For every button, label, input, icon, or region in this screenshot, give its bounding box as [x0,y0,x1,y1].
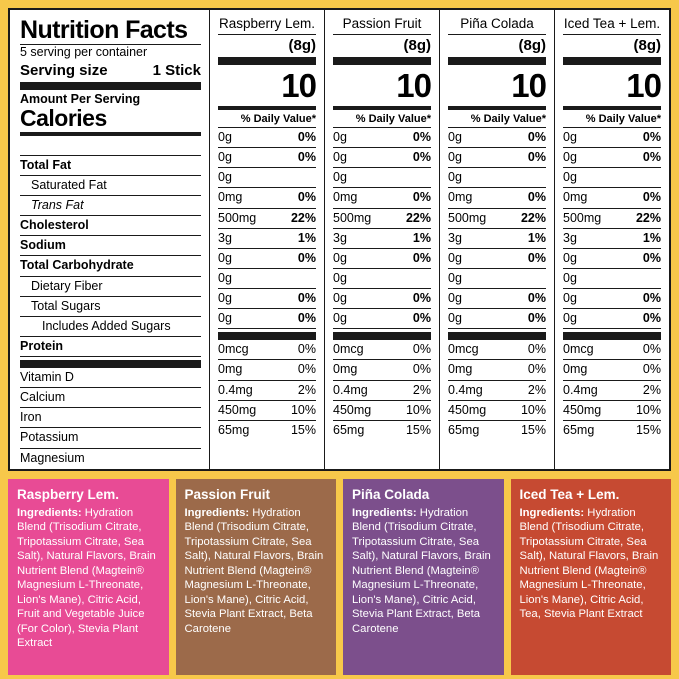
vitamin-name: Potassium [20,430,79,445]
vitamin-amount: 0mg [563,362,588,377]
nutrient-daily-value: 0% [412,291,431,305]
vitamin-row-values [333,381,431,400]
vitamin-daily-value: 10% [290,402,316,417]
vitamin-row-label [20,408,201,427]
nutrient-row-values [563,209,661,228]
nutrient-amount: 0g [218,270,232,285]
nutrient-amount: 0g [563,250,577,265]
vitamin-amount: 0.4mg [333,382,368,397]
nutrient-row-values [218,269,316,288]
nutrient-daily-value: 0% [642,291,661,305]
nutrient-amount: 0g [563,130,577,144]
nutrient-row-values [218,229,316,248]
nutrient-daily-value: 0% [527,311,546,326]
nutrient-row-values [448,229,546,248]
nutrient-row-values [563,229,661,248]
nutrient-daily-value: 0% [412,311,431,326]
nutrient-row-values [563,309,661,328]
daily-value-header: % Daily Value* [240,113,316,125]
vitamin-amount: 450mg [448,402,487,417]
flavor-serving-grams: (8g) [633,37,661,54]
vitamin-daily-value: 2% [297,382,316,397]
vitamin-amount: 0mg [448,362,473,377]
nutrient-amount: 0g [448,311,462,326]
nutrient-label-rows [20,156,201,357]
nutrient-row-values [563,148,661,167]
vitamin-amount: 450mg [218,402,257,417]
nutrient-name: Includes Added Sugars [42,318,171,333]
nutrient-amount: 0g [563,311,577,326]
nutrient-amount: 0mg [333,190,358,205]
vitamin-row-values [333,421,431,440]
flavor-calories-value: 10 [396,67,431,104]
nutrient-amount: 0mg [448,190,473,205]
nutrient-row-values [448,269,546,288]
ingredient-card [511,479,672,675]
nutrient-row-values [448,168,546,187]
nutrient-daily-value: 0% [297,130,316,144]
nutrient-amount: 500mg [333,210,372,225]
nutrient-name: Total Fat [20,157,72,172]
nutrient-amount: 500mg [563,210,602,225]
flavor-column [325,10,440,469]
ingredients-label: Ingredients: [17,507,82,519]
nutrient-row-values [448,128,546,147]
nutrient-amount: 500mg [218,210,257,225]
nutrient-row-label [20,216,201,235]
nutrient-row-label [20,196,201,215]
vitamin-row-label [20,428,201,447]
ingredients-text: Hydration Blend (Trisodium Citrate, Tripotassium Citrate, Sea Salt), Natural Flavors, Brain Nutrient Blend (Magtein® Magnesium L-Threonate, Lion's Mane), Citric Acid, Stevia Plant Extract, Beta Carotene [352,507,491,635]
ingredient-card-body [17,506,160,651]
vitamin-amount: 0mg [333,362,358,377]
vitamin-row-label [20,368,201,387]
ingredient-card [176,479,337,675]
nutrient-row-values [448,209,546,228]
nutrient-amount: 3g [333,230,347,245]
nutrient-row-values [333,309,431,328]
vitamin-amount: 0mg [218,362,243,377]
ingredient-card [343,479,504,675]
nutrient-row-values [333,289,431,308]
vitamin-daily-value: 0% [642,342,661,357]
flavor-column [210,10,325,469]
nutrient-row-values [333,148,431,167]
vitamin-amount: 0.4mg [218,382,253,397]
vitamin-amount: 65mg [563,422,595,437]
calories-label: Calories [20,104,107,131]
nutrient-amount: 0g [563,150,577,165]
ingredients-label: Ingredients: [184,507,250,519]
ingredient-card-body [352,506,495,636]
vitamin-row-values [448,401,546,420]
ingredient-card-body [520,506,663,622]
vitamin-row-values [563,340,661,359]
nutrient-row-values [218,168,316,187]
nutrient-row-values [333,229,431,248]
vitamin-amount: 0mcg [333,342,364,357]
vitamin-daily-value: 0% [527,342,546,357]
vitamin-amount: 0.4mg [448,382,483,397]
vitamin-amount: 0mcg [448,342,479,357]
nutrient-row-values [563,188,661,207]
flavor-columns [210,10,669,469]
nutrient-daily-value: 0% [642,150,661,165]
nutrient-amount: 0g [448,130,462,144]
nutrient-amount: 0g [563,270,577,285]
ingredient-card-body [185,506,328,636]
dv-header-spacer [20,136,201,155]
vitamin-row-values [448,421,546,440]
nutrient-amount: 0g [333,311,347,326]
ingredient-card-title: Iced Tea + Lem. [519,487,620,502]
vitamin-daily-value: 15% [520,422,546,437]
serving-size-row [20,62,201,79]
nutrient-amount: 0g [218,250,232,265]
nutrient-daily-value: 22% [635,210,661,225]
nutrient-row-values [563,128,661,147]
nutrient-daily-value: 0% [527,250,546,265]
nutrient-amount: 0g [218,170,232,185]
nutrient-row-label [20,256,201,275]
nutrient-amount: 0g [448,150,462,165]
vitamin-row-values [218,401,316,420]
daily-value-header: % Daily Value* [470,113,546,125]
nutrient-amount: 0g [333,150,347,165]
nutrient-name: Total Sugars [31,298,101,313]
nutrition-label-column [10,10,210,469]
serving-size-label: Serving size [20,61,108,79]
vitamin-row-values [563,360,661,379]
nutrient-row-values [563,289,661,308]
ingredients-label: Ingredients: [519,507,585,519]
nutrient-daily-value: 0% [297,190,316,205]
nutrient-row-label [20,297,201,316]
nutrient-row-values [333,209,431,228]
nutrient-daily-value: 0% [297,150,316,165]
nutrient-daily-value: 0% [412,130,431,144]
vitamin-daily-value: 10% [520,402,546,417]
flavor-serving-grams: (8g) [518,37,546,54]
vitamin-row-values [563,421,661,440]
flavor-calories-value: 10 [626,67,661,104]
nutrient-daily-value: 0% [297,291,316,305]
nutrient-amount: 0g [448,291,462,305]
nutrient-daily-value: 1% [297,230,316,245]
nutrient-amount: 0g [333,250,347,265]
nutrient-daily-value: 0% [527,130,546,144]
nutrient-row-values [218,148,316,167]
nutrient-name: Saturated Fat [31,177,107,192]
nutrient-daily-value: 0% [412,190,431,205]
vitamin-amount: 65mg [333,422,365,437]
nutrient-row-values [218,289,316,308]
flavor-calories-value: 10 [511,67,546,104]
nutrient-daily-value: 0% [412,250,431,265]
vitamin-row-values [448,340,546,359]
nutrient-amount: 3g [563,230,577,245]
nutrient-row-label [20,156,201,175]
nutrient-row-label [20,337,201,356]
nutrient-row-values [218,128,316,147]
nutrient-amount: 0g [448,270,462,285]
vitamin-daily-value: 2% [412,382,431,397]
nutrient-row-label [20,317,201,336]
ingredient-card-title: Passion Fruit [184,487,271,502]
ingredient-card-title: Piña Colada [352,487,430,502]
nutrient-row-values [448,148,546,167]
nutrient-row-values [448,188,546,207]
daily-value-header: % Daily Value* [585,113,661,125]
nutrient-row-values [563,168,661,187]
vitamin-daily-value: 0% [412,342,431,357]
nutrient-amount: 0g [333,170,347,185]
vitamin-daily-value: 0% [642,362,661,377]
nutrient-row-values [218,309,316,328]
page-title: Nutrition Facts [20,16,188,44]
flavor-column [440,10,555,469]
amount-per-serving-label: Amount Per Serving [20,91,141,106]
vitamin-row-values [333,401,431,420]
nutrient-row-values [448,289,546,308]
ingredients-text: Hydration Blend (Trisodium Citrate, Tripotassium Citrate, Sea Salt), Natural Flavors, Brain Nutrient Blend (Magtein® Magnesium L-Threonate, Lion's Mane), Citric Acid, Tea, Stevia Plant Extract [519,507,659,621]
vitamin-amount: 0mcg [218,342,249,357]
nutrient-amount: 0g [333,291,347,305]
flavor-column-name: Piña Colada [448,16,546,35]
nutrient-row-values [333,168,431,187]
vitamin-row-label [20,449,201,468]
vitamin-row-values [563,401,661,420]
daily-value-header: % Daily Value* [355,113,431,125]
nutrient-row-values [218,249,316,268]
nutrient-name: Protein [20,338,64,353]
vitamin-row-values [218,381,316,400]
ingredients-text: Hydration Blend (Trisodium Citrate, Tripotassium Citrate, Sea Salt), Natural Flavors, Brain Nutrient Blend (Magtein® Magnesium L-Threonate, Lion's Mane), Citric Acid, Fruit and Vegetable Juice (For Color), Stevia Plant Extract [17,507,156,650]
nutrient-daily-value: 22% [405,210,431,225]
vitamin-amount: 65mg [218,422,250,437]
vitamin-row-values [218,360,316,379]
nutrient-row-values [563,269,661,288]
vitamin-label-rows [20,368,201,468]
nutrient-name: Dietary Fiber [31,278,103,293]
nutrient-amount: 0g [218,150,232,165]
vitamin-row-values [218,340,316,359]
vitamin-row-values [448,360,546,379]
nutrient-daily-value: 22% [520,210,546,225]
nutrient-row-values [218,188,316,207]
nutrient-daily-value: 0% [642,311,661,326]
nutrient-daily-value: 1% [527,230,546,245]
nutrient-daily-value: 22% [290,210,316,225]
vitamin-daily-value: 15% [635,422,661,437]
vitamin-daily-value: 2% [642,382,661,397]
vitamin-name: Magnesium [20,450,85,465]
nutrient-amount: 0g [563,291,577,305]
nutrient-amount: 3g [448,230,462,245]
ingredients-label: Ingredients: [352,507,417,519]
flavor-serving-grams: (8g) [288,37,316,54]
nutrient-amount: 0g [563,170,577,185]
nutrient-name: Total Carbohydrate [20,258,134,273]
nutrient-amount: 0g [218,291,232,305]
nutrient-name: Sodium [20,238,66,253]
nutrient-daily-value: 0% [527,190,546,205]
vitamin-daily-value: 15% [290,422,316,437]
nutrient-row-values [333,249,431,268]
vitamin-row-values [333,360,431,379]
vitamin-daily-value: 0% [297,342,316,357]
nutrient-daily-value: 0% [527,291,546,305]
nutrient-daily-value: 0% [412,150,431,165]
nutrient-row-label [20,277,201,296]
vitamin-daily-value: 15% [405,422,431,437]
nutrient-row-label [20,176,201,195]
ingredient-card [8,479,169,675]
vitamin-amount: 450mg [333,402,372,417]
nutrient-row-values [448,249,546,268]
vitamin-row-values [218,421,316,440]
vitamin-daily-value: 0% [297,362,316,377]
nutrient-daily-value: 1% [642,230,661,245]
nutrient-daily-value: 0% [527,150,546,165]
vitamin-daily-value: 0% [527,362,546,377]
flavor-column-name: Iced Tea + Lem. [563,16,661,35]
vitamin-row-values [333,340,431,359]
nutrient-row-values [563,249,661,268]
ingredient-card-title: Raspberry Lem. [17,487,120,502]
vitamin-name: Iron [20,410,42,425]
nutrient-name: Trans Fat [31,198,84,213]
nutrient-row-values [333,128,431,147]
nutrient-amount: 0g [333,130,347,144]
vitamin-daily-value: 0% [412,362,431,377]
nutrient-amount: 0g [218,130,232,144]
nutrient-row-label [20,236,201,255]
nutrient-row-values [218,209,316,228]
flavor-serving-grams: (8g) [403,37,431,54]
nutrient-amount: 0g [218,311,232,326]
nutrient-daily-value: 0% [642,250,661,265]
vitamin-daily-value: 2% [527,382,546,397]
nutrient-daily-value: 0% [642,130,661,144]
servings-per-container: 5 serving per container [20,45,148,59]
vitamin-row-values [563,381,661,400]
calories-row [20,104,201,131]
vitamin-row-values [448,381,546,400]
vitamin-name: Vitamin D [20,370,74,385]
nutrient-daily-value: 0% [297,250,316,265]
nutrient-amount: 0mg [218,190,243,205]
nutrient-name: Cholesterol [20,218,89,233]
nutrient-amount: 500mg [448,210,487,225]
flavor-calories-value: 10 [281,67,316,104]
nutrient-daily-value: 0% [642,190,661,205]
nutrient-amount: 0g [333,270,347,285]
nutrient-row-values [448,309,546,328]
vitamin-amount: 65mg [448,422,480,437]
serving-size-value: 1 Stick [152,61,201,79]
nutrient-amount: 0g [448,250,462,265]
vitamin-amount: 0.4mg [563,382,598,397]
nutrient-row-values [333,188,431,207]
nutrient-daily-value: 0% [297,311,316,326]
flavor-column-name: Passion Fruit [333,16,431,35]
vitamin-amount: 0mcg [563,342,594,357]
nutrient-daily-value: 1% [412,230,431,245]
nutrient-row-values [333,269,431,288]
vitamin-name: Calcium [20,390,66,405]
flavor-column [555,10,669,469]
vitamin-row-label [20,388,201,407]
nutrient-amount: 0g [448,170,462,185]
ingredients-text: Hydration Blend (Trisodium Citrate, Tripotassium Citrate, Sea Salt), Natural Flavors, Brain Nutrient Blend (Magtein® Magnesium L-Threonate, Lion's Mane), Citric Acid, Stevia Plant Extract, Beta Carotene [184,507,324,635]
ingredient-cards [8,479,671,675]
vitamin-daily-value: 10% [635,402,661,417]
nutrient-amount: 0mg [563,190,588,205]
vitamin-amount: 450mg [563,402,602,417]
vitamin-daily-value: 10% [405,402,431,417]
nutrition-facts-panel [8,8,671,471]
flavor-column-name: Raspberry Lem. [218,16,316,35]
nutrient-amount: 3g [218,230,232,245]
